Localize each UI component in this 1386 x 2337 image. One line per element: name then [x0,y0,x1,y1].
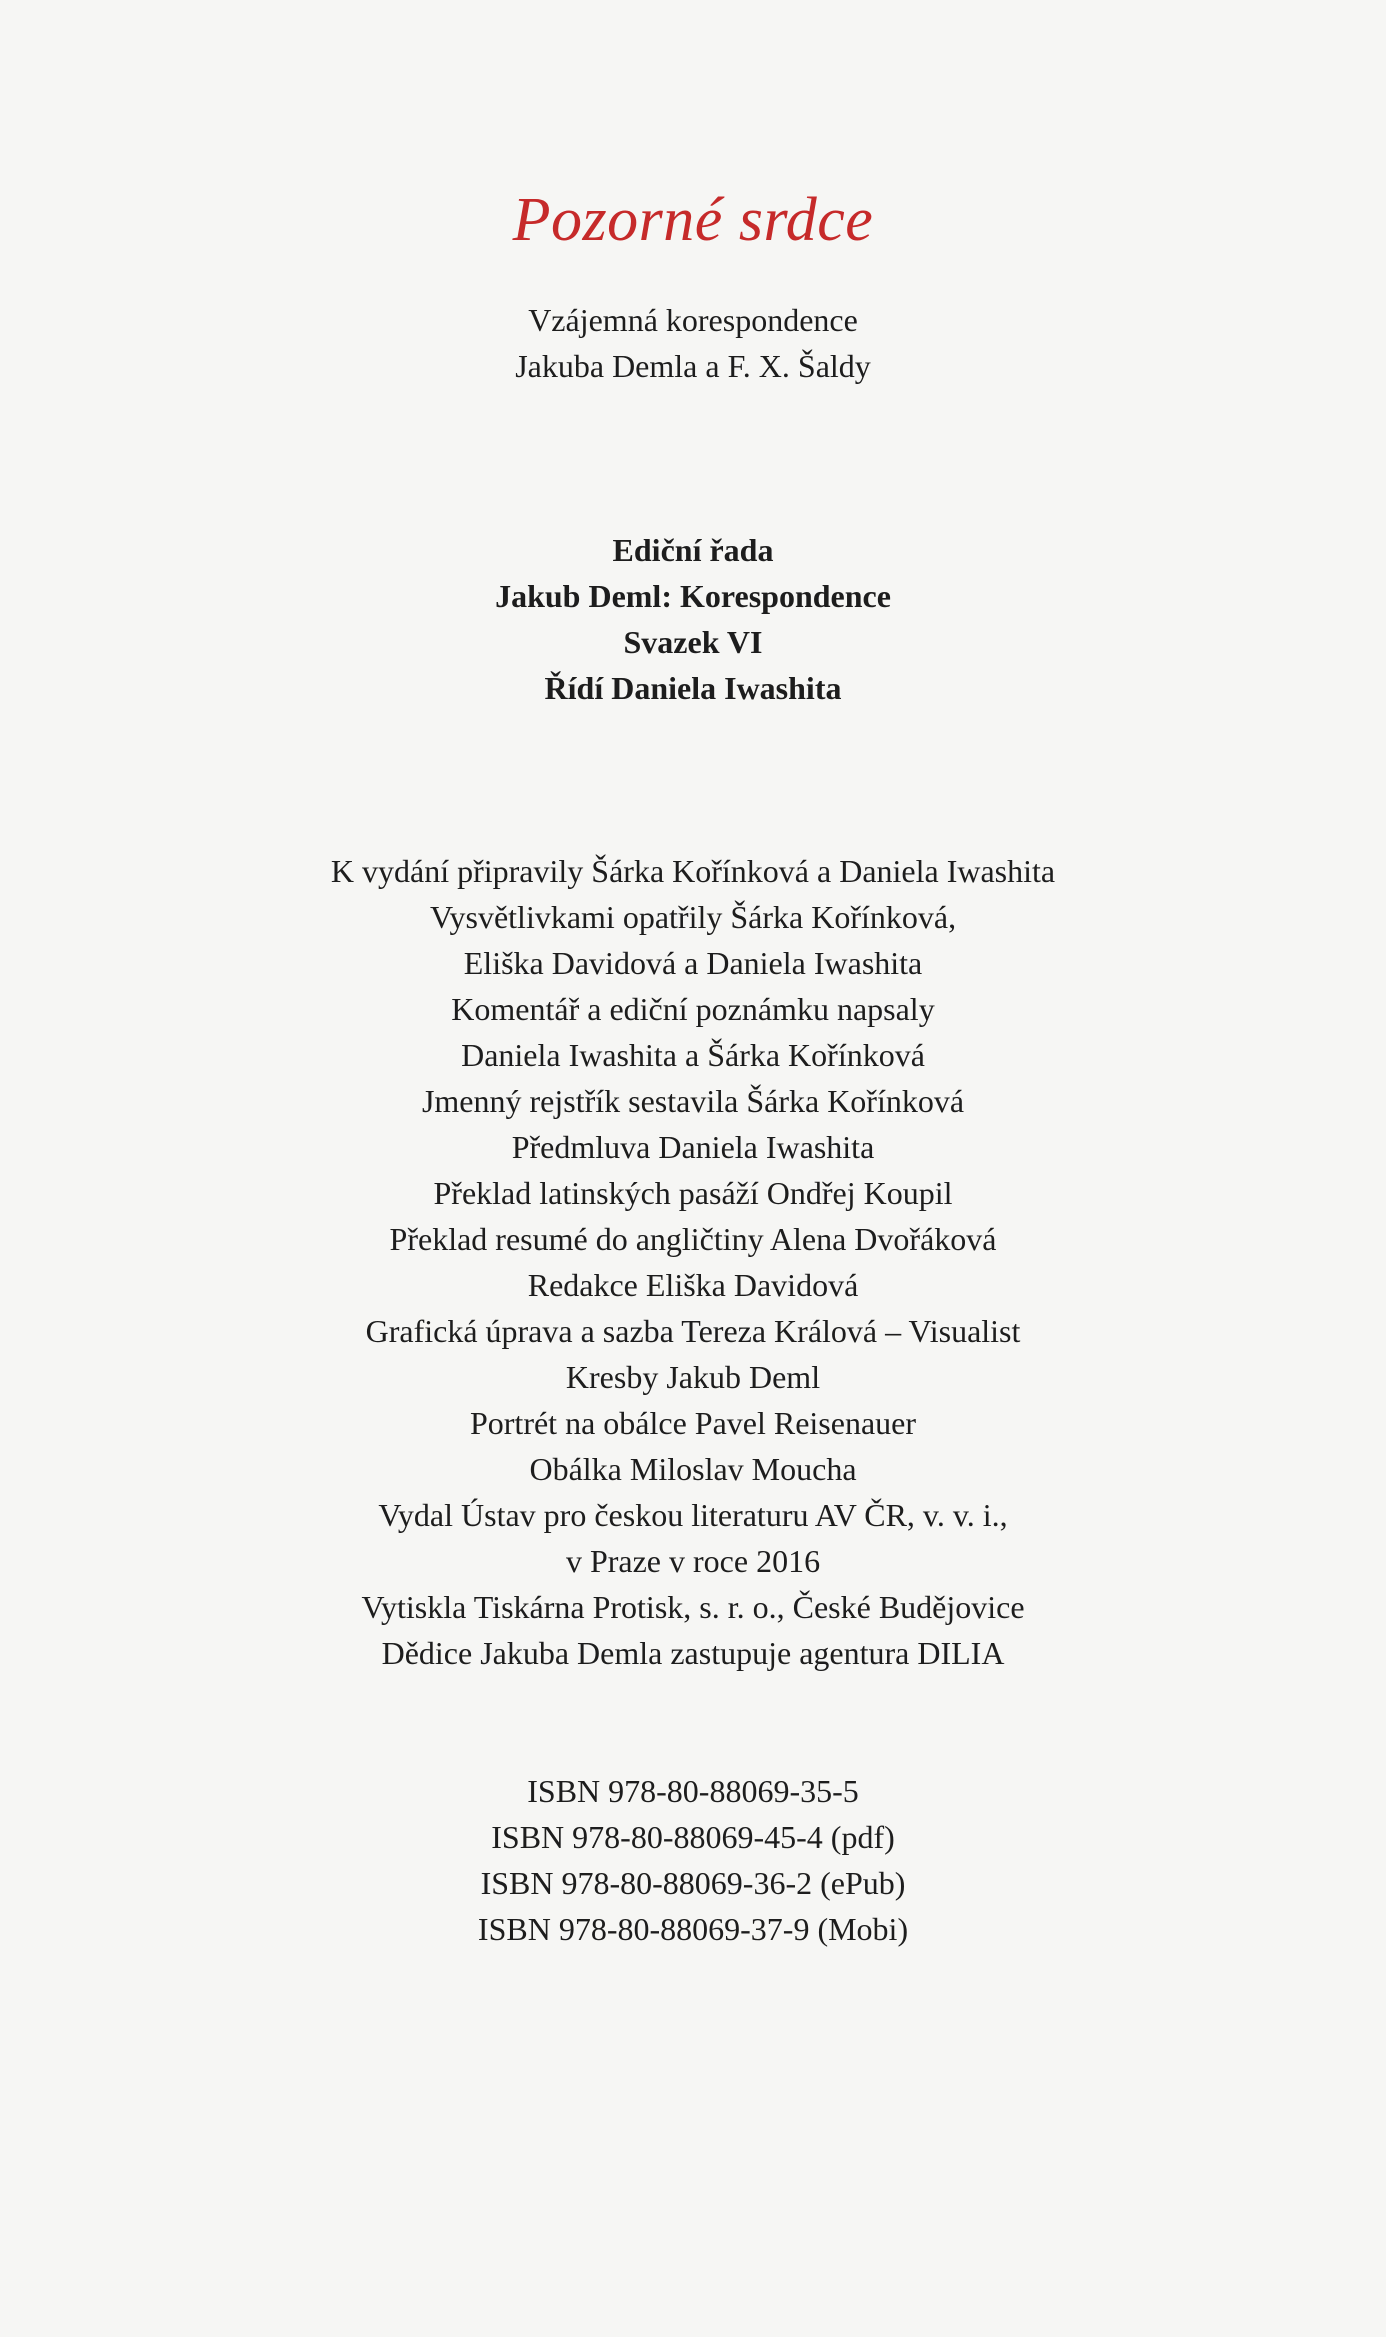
isbn-line: ISBN 978-80-88069-37-9 (Mobi) [477,1911,909,1947]
subtitle-line: Vzájemná korespondence [528,302,858,338]
credit-line: K vydání připravily Šárka Kořínková a Daniela Iwashita [330,853,1056,889]
credit-line: Vytiskla Tiskárna Protisk, s. r. o., České Budějovice [361,1589,1025,1625]
credit-line: Portrét na obálce Pavel Reisenauer [469,1405,917,1441]
credit-line: Eliška Davidová a Daniela Iwashita [463,945,923,981]
subtitle-line: Jakuba Demla a F. X. Šaldy [515,348,871,384]
credit-line: v Praze v roce 2016 [565,1543,821,1579]
credit-line: Dědice Jakuba Demla zastupuje agentura DILIA [381,1635,1005,1671]
credit-line: Komentář a ediční poznámku napsaly [451,991,935,1027]
isbn-line: ISBN 978-80-88069-36-2 (ePub) [480,1865,906,1901]
series-line: Jakub Deml: Korespondence [495,578,891,614]
book-title: Pozorné srdce [512,186,874,254]
credit-line: Daniela Iwashita a Šárka Kořínková [461,1037,925,1073]
series-line: Ediční řada [612,532,774,568]
isbn-block [0,1768,1386,1952]
credit-line: Předmluva Daniela Iwashita [511,1129,875,1165]
series-line: Řídí Daniela Iwashita [544,670,842,706]
series-block [0,527,1386,711]
credits-block [0,848,1386,1676]
credit-line: Překlad resumé do angličtiny Alena Dvořáková [389,1221,997,1257]
credit-line: Vysvětlivkami opatřily Šárka Kořínková, [429,899,957,935]
credit-line: Vydal Ústav pro českou literaturu AV ČR, v. v. i., [378,1497,1008,1533]
book-subtitle [0,297,1386,389]
credit-line: Jmenný rejstřík sestavila Šárka Kořínková [421,1083,965,1119]
isbn-line: ISBN 978-80-88069-35-5 [527,1773,859,1809]
series-line: Svazek VI [623,624,763,660]
credit-line: Grafická úprava a sazba Tereza Králová – Visualist [365,1313,1021,1349]
credit-line: Kresby Jakub Deml [565,1359,821,1395]
credit-line: Obálka Miloslav Moucha [529,1451,857,1487]
credit-line: Překlad latinských pasáží Ondřej Koupil [433,1175,953,1211]
isbn-line: ISBN 978-80-88069-45-4 (pdf) [491,1819,895,1855]
credit-line: Redakce Eliška Davidová [527,1267,859,1303]
